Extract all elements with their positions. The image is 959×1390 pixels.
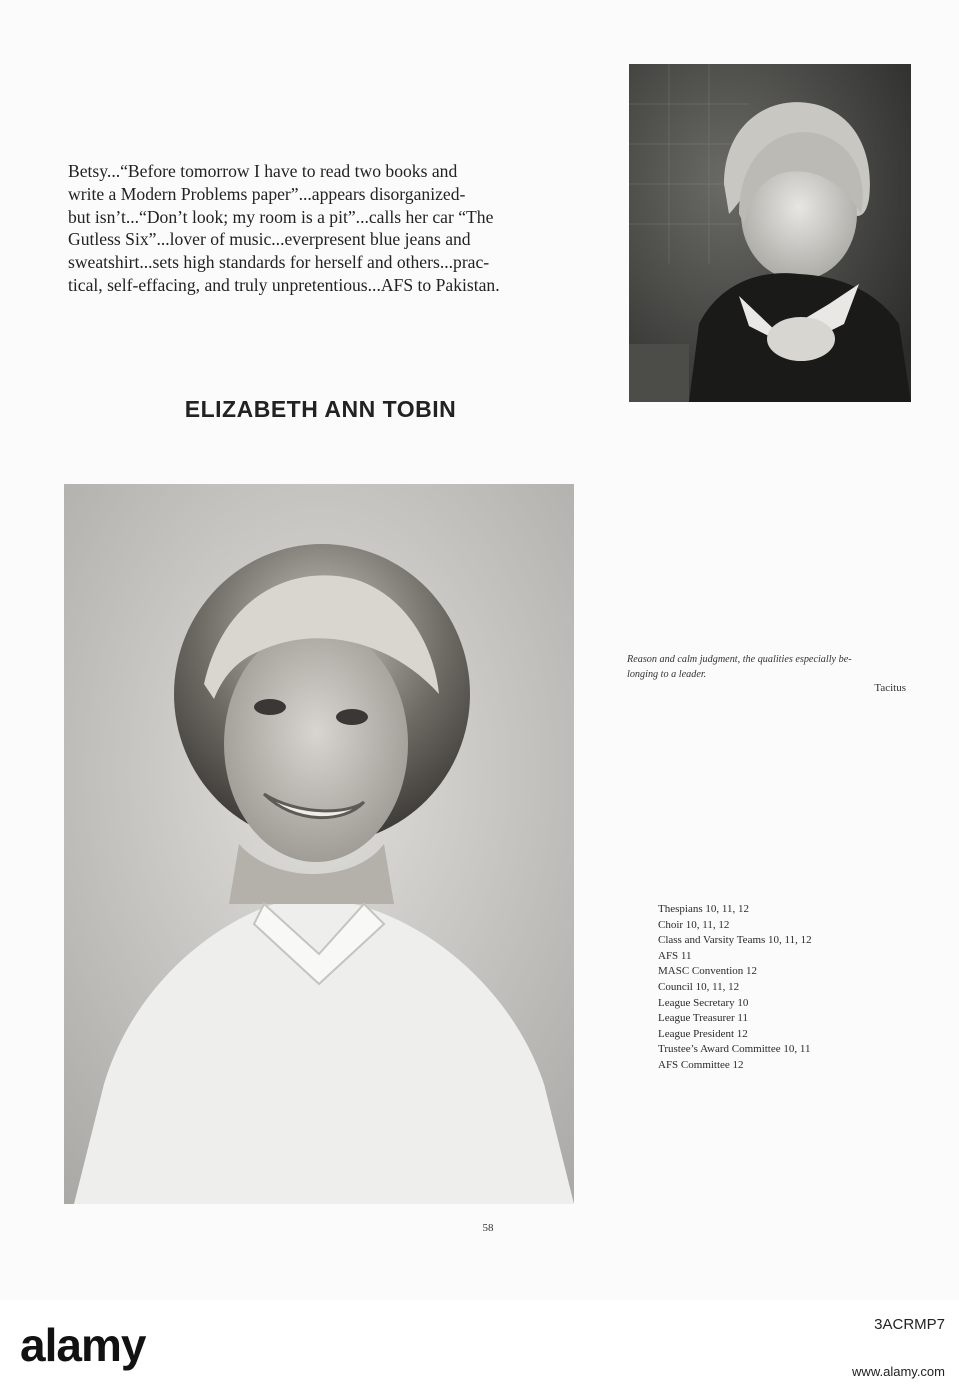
activity-item: Thespians 10, 11, 12 [658, 903, 749, 915]
candid-photo-illustration [629, 64, 911, 402]
bio-line: tical, self-effacing, and truly unpretentious...AFS to Pakistan. [68, 274, 500, 295]
quote-attribution: Tacitus [874, 682, 906, 694]
quote-line: longing to a leader. [627, 669, 707, 680]
page-number: 58 [482, 1222, 494, 1234]
activity-item: Class and Varsity Teams 10, 11, 12 [658, 934, 812, 947]
activities-list [658, 902, 918, 1074]
watermark-site: www.alamy.com [852, 1364, 945, 1379]
watermark-brand: alamy [20, 1319, 146, 1371]
student-name: ELIZABETH ANN TOBIN [184, 396, 457, 422]
bio-line: Betsy...“Before tomorrow I have to read two books and [68, 161, 458, 181]
bio-line: but isn’t...“Don’t look; my room is a pit”...calls her car “The [68, 206, 494, 227]
activity-item: Council 10, 11, 12 [658, 980, 740, 993]
candid-photo [629, 64, 911, 402]
activity-item: League Treasurer 11 [658, 1012, 749, 1025]
bio-line: write a Modern Problems paper”...appears disorganized- [68, 183, 466, 204]
portrait-photo [64, 484, 574, 1204]
bio-line: Gutless Six”...lover of music...everpresent blue jeans and [68, 229, 471, 250]
portrait-photo-illustration [64, 484, 574, 1204]
activity-item: MASC Convention 12 [658, 965, 758, 978]
watermark-image-id: 3ACRMP7 [874, 1316, 945, 1333]
activity-item: AFS Committee 12 [658, 1058, 744, 1071]
quote [627, 652, 909, 682]
activity-item: League President 12 [658, 1027, 748, 1040]
bio-paragraph [68, 160, 576, 297]
bio-line: sweatshirt...sets high standards for herself and others...prac- [68, 252, 490, 273]
activity-item: AFS 11 [658, 949, 692, 962]
quote-line: Reason and calm judgment, the qualities especially be- [627, 654, 852, 665]
activity-item: Trustee’s Award Committee 10, 11 [658, 1043, 811, 1056]
activity-item: Choir 10, 11, 12 [658, 918, 730, 931]
activity-item: League Secretary 10 [658, 996, 749, 1009]
